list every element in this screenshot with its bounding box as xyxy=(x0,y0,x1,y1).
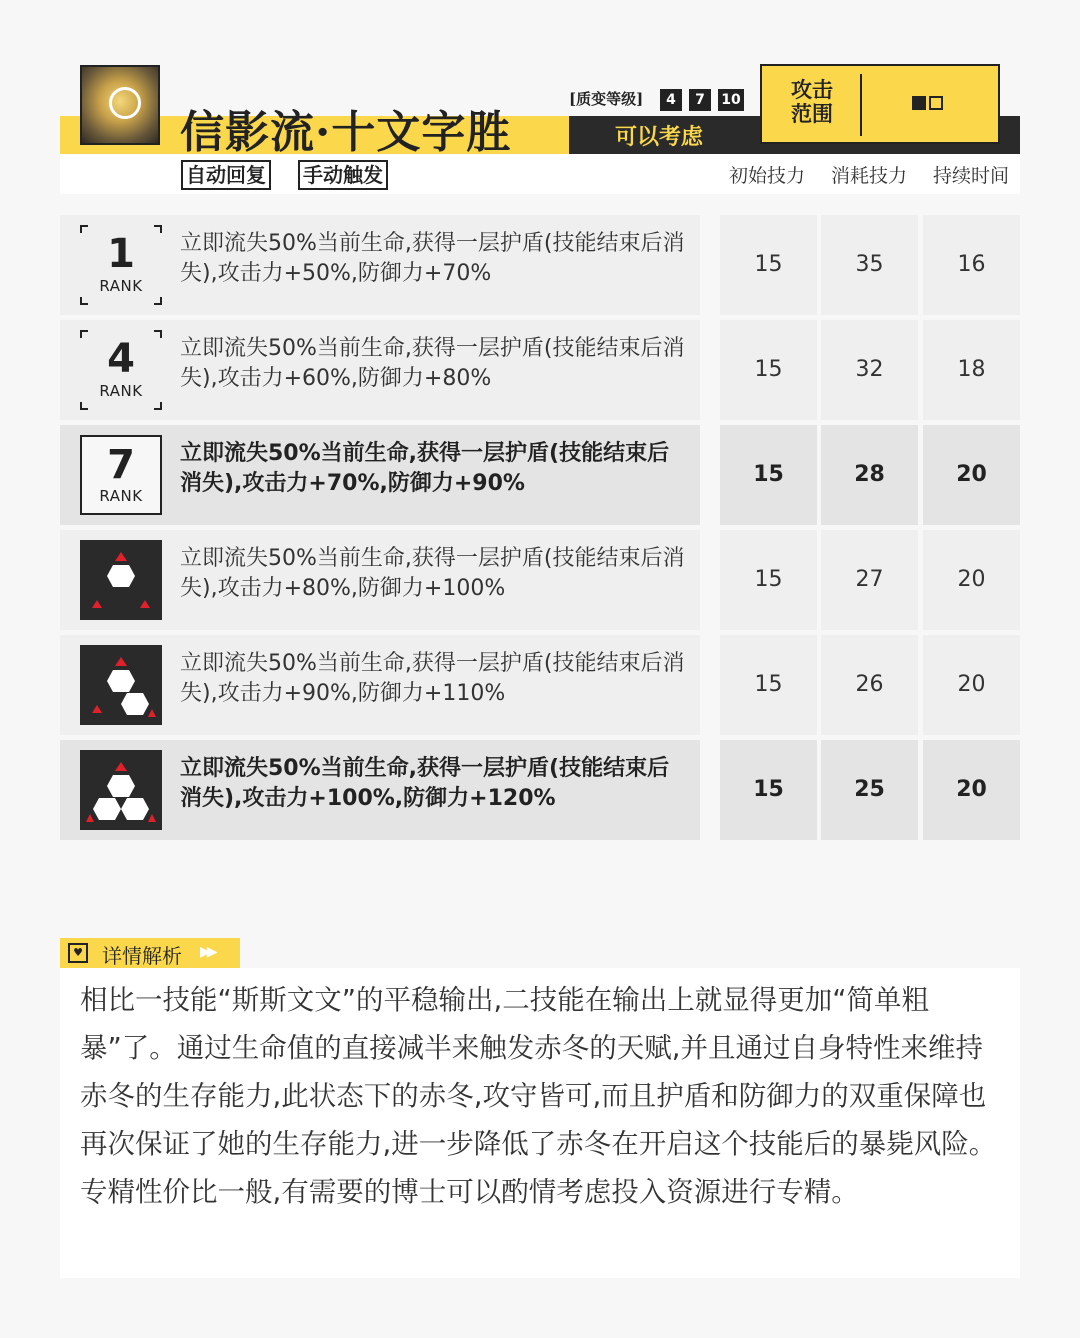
skill-name: 信影流·十文字胜 xyxy=(180,107,512,158)
table-row xyxy=(60,740,1020,840)
recommendation: 可以考虑 xyxy=(615,125,704,150)
desc-cell xyxy=(60,740,700,840)
desc-cell xyxy=(60,635,700,735)
double-arrow-icon: ▶▶ xyxy=(200,944,214,960)
desc-cell xyxy=(60,425,700,525)
rank-number: 1 xyxy=(107,231,135,277)
rank-number: 4 xyxy=(107,336,135,382)
col-sp-cost: 消耗技力 xyxy=(830,165,907,187)
mastery-level-10: 10 xyxy=(718,89,744,111)
mastery-level-4: 4 xyxy=(660,89,682,111)
analysis-tab xyxy=(60,938,240,968)
tag-manual-trigger: 手动触发 xyxy=(298,160,388,190)
skill-emblem-icon xyxy=(80,65,160,145)
range-tile-front xyxy=(929,96,943,110)
analysis-title: 详情解析 xyxy=(102,944,182,968)
sp-cost-value: 25 xyxy=(821,740,918,840)
skill-effect-text: 立即流失50%当前生命,获得一层护盾(技能结束后消失),攻击力+70%,防御力+90% xyxy=(180,441,670,496)
mastery-3-icon xyxy=(80,750,162,830)
table-row xyxy=(60,530,1020,630)
attack-range-panel xyxy=(760,64,1000,144)
rank-badge xyxy=(80,225,162,305)
rank-word: RANK xyxy=(99,277,143,295)
duration-value: 20 xyxy=(923,530,1020,630)
skill-effect-text: 立即流失50%当前生命,获得一层护盾(技能结束后消失),攻击力+80%,防御力+100% xyxy=(180,546,685,601)
sp-cost-value: 26 xyxy=(821,635,918,735)
rank-number: 7 xyxy=(107,442,135,488)
desc-cell xyxy=(60,215,700,315)
mastery-level-7: 7 xyxy=(689,89,711,111)
rank-badge xyxy=(80,330,162,410)
duration-value: 20 xyxy=(923,635,1020,735)
skill-effect-text: 立即流失50%当前生命,获得一层护盾(技能结束后消失),攻击力+100%,防御力+120% xyxy=(180,756,670,811)
heart-icon: ♥ xyxy=(68,943,88,963)
initial-sp-value: 15 xyxy=(720,635,817,735)
table-row xyxy=(60,425,1020,525)
initial-sp-value: 15 xyxy=(720,740,817,840)
rank-badge xyxy=(80,435,162,515)
initial-sp-value: 15 xyxy=(720,425,817,525)
desc-cell xyxy=(60,530,700,630)
duration-value: 18 xyxy=(923,320,1020,420)
duration-value: 20 xyxy=(923,425,1020,525)
desc-cell xyxy=(60,320,700,420)
mastery-label: [质变等级] xyxy=(569,90,644,108)
duration-value: 20 xyxy=(923,740,1020,840)
skill-effect-text: 立即流失50%当前生命,获得一层护盾(技能结束后消失),攻击力+50%,防御力+70% xyxy=(180,231,685,286)
skill-effect-text: 立即流失50%当前生命,获得一层护盾(技能结束后消失),攻击力+90%,防御力+110% xyxy=(180,651,685,706)
tag-auto-recovery: 自动回复 xyxy=(181,160,271,190)
table-row xyxy=(60,215,1020,315)
sp-cost-value: 28 xyxy=(821,425,918,525)
skill-effect-text: 立即流失50%当前生命,获得一层护盾(技能结束后消失),攻击力+60%,防御力+80% xyxy=(180,336,685,391)
attack-range-grid-icon xyxy=(912,96,943,110)
range-tile-self xyxy=(912,96,926,110)
rank-word: RANK xyxy=(99,382,143,400)
initial-sp-value: 15 xyxy=(720,320,817,420)
table-row xyxy=(60,635,1020,735)
sp-cost-value: 27 xyxy=(821,530,918,630)
col-duration: 持续时间 xyxy=(932,165,1009,187)
attack-range-label: 攻击范围 xyxy=(791,78,833,126)
sp-cost-value: 35 xyxy=(821,215,918,315)
range-divider xyxy=(860,74,862,136)
analysis-section xyxy=(60,938,1020,1278)
analysis-text: 相比一技能“斯斯文文”的平稳输出,二技能在输出上就显得更加“简单粗暴”了。通过生命值的直接减半来触发赤冬的天赋,并且通过自身特性来维持赤冬的生存能力,此状态下的赤冬,攻守皆可,而且护盾和防御力的双重保障也再次保证了她的生存能力,进一步降低了赤冬在开启这个技能后的暴毙风险。专精性价比一般,有需要的博士可以酌情考虑投入资源进行专精。 xyxy=(80,984,997,1208)
col-initial-sp: 初始技力 xyxy=(728,165,805,187)
initial-sp-value: 15 xyxy=(720,215,817,315)
skill-header xyxy=(60,60,1020,195)
initial-sp-value: 15 xyxy=(720,530,817,630)
duration-value: 16 xyxy=(923,215,1020,315)
table-row xyxy=(60,320,1020,420)
mastery-2-icon xyxy=(80,645,162,725)
sp-cost-value: 32 xyxy=(821,320,918,420)
mastery-1-icon xyxy=(80,540,162,620)
rank-word: RANK xyxy=(99,487,143,505)
